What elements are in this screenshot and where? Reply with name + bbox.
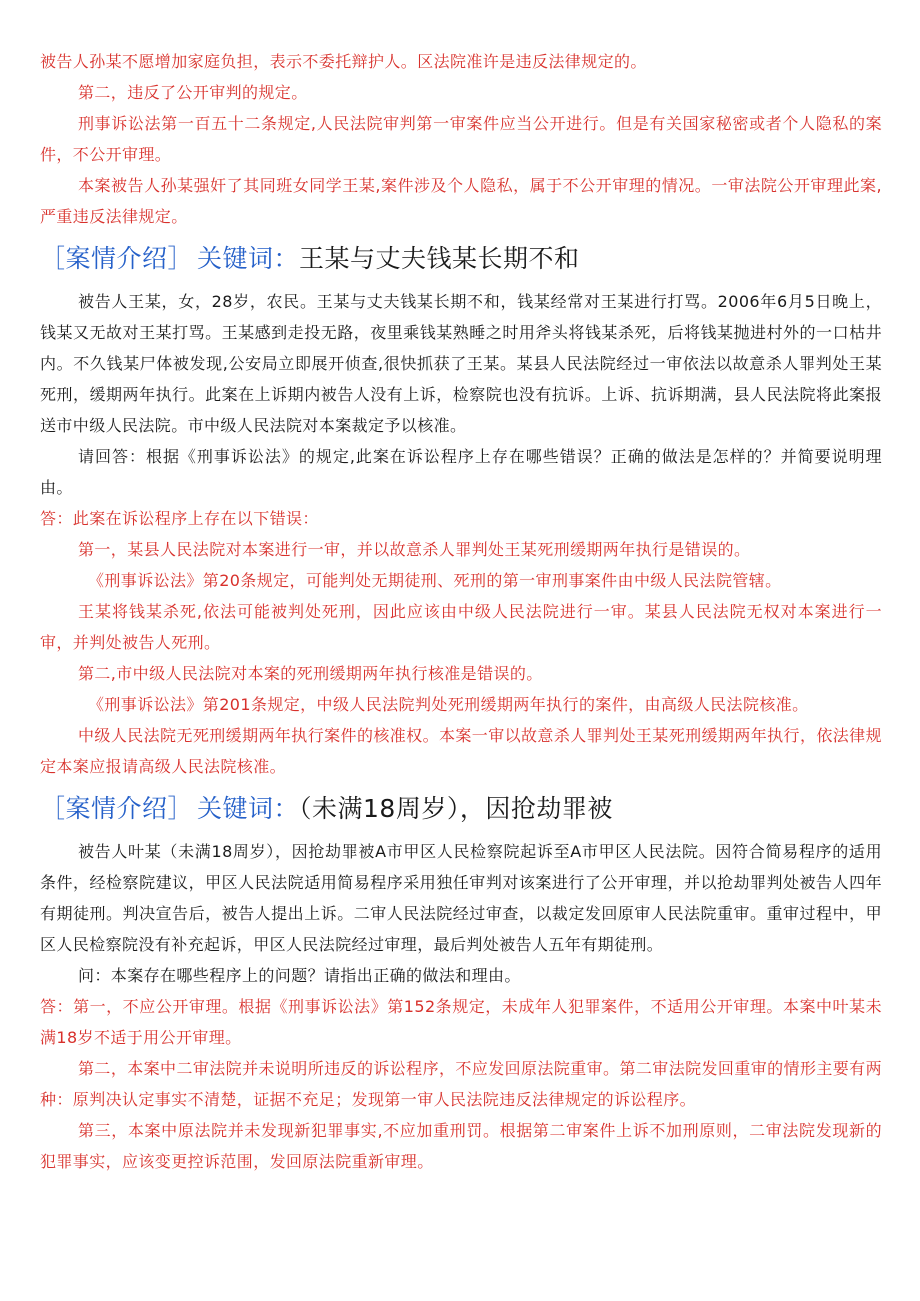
answer-point: 答：第一，不应公开审理。根据《刑事诉讼法》第152条规定，未成年人犯罪案件，不适用公开审理。本案中叶某未满18岁不适于用公开审理。 xyxy=(40,997,882,1047)
keyword-text: 王某与丈夫钱某长期不和 xyxy=(299,244,580,273)
answer-paragraph: 被告人孙某不愿增加家庭负担，表示不委托辩护人。区法院准许是违反法律规定的。 xyxy=(40,52,647,71)
answer-paragraph: 第二，违反了公开审判的规定。 xyxy=(78,83,308,102)
case-question: 请回答：根据《刑事诉讼法》的规定,此案在诉讼程序上存在哪些错误？正确的做法是怎样的？并简要说明理由。 xyxy=(40,447,882,497)
answer-point: 第二,市中级人民法院对本案的死刑缓期两年执行核准是错误的。 xyxy=(78,664,543,683)
answer-reason: 王某将钱某杀死,依法可能被判处死刑，因此应该由中级人民法院进行一审。某县人民法院无权对本案进行一审，并判处被告人死刑。 xyxy=(40,602,882,652)
case-facts: 被告人叶某（未满18周岁），因抢劫罪被A市甲区人民检察院起诉至A市甲区人民法院。因符合简易程序的适用条件，经检察院建议，甲区人民法院适用简易程序采用独任审判对该案进行了公开审理，并以抢劫罪判处被告人四年有期徒刑。判决宣告后，被告人提出上诉。二审人民法院经过审查，以裁定发回原审人民法院重审。重审过程中，甲区人民检察院没有补充起诉，甲区人民法院经过审理，最后判处被告人五年有期徒刑。 xyxy=(40,842,882,954)
case-tag: ［案情介绍］ xyxy=(40,244,194,273)
keyword-text: （未满18周岁），因抢劫罪被 xyxy=(299,794,613,823)
case-question: 问：本案存在哪些程序上的问题？请指出正确的做法和理由。 xyxy=(78,966,521,985)
answer-intro: 答：此案在诉讼程序上存在以下错误： xyxy=(40,509,319,528)
answer-paragraph: 刑事诉讼法第一百五十二条规定,人民法院审判第一审案件应当公开进行。但是有关国家秘密或者个人隐私的案件，不公开审理。 xyxy=(40,114,882,164)
answer-paragraph: 本案被告人孙某强奸了其同班女同学王某,案件涉及个人隐私，属于不公开审理的情况。一审法院公开审理此案,严重违反法律规定。 xyxy=(40,176,882,226)
answer-law: 《刑事诉讼法》第20条规定，可能判处无期徒刑、死刑的第一审刑事案件由中级人民法院管辖。 xyxy=(88,571,782,590)
answer-point: 第三，本案中原法院并未发现新犯罪事实,不应加重刑罚。根据第二审案件上诉不加刑原则，二审法院发现新的犯罪事实，应该变更控诉范围，发回原法院重新审理。 xyxy=(40,1121,882,1171)
case-heading xyxy=(40,788,882,830)
answer-law: 《刑事诉讼法》第201条规定，中级人民法院判处死刑缓期两年执行的案件，由高级人民法院核准。 xyxy=(88,695,809,714)
case-facts: 被告人王某，女，28岁，农民。王某与丈夫钱某长期不和，钱某经常对王某进行打骂。2006年6月5日晚上，钱某又无故对王某打骂。王某感到走投无路，夜里乘钱某熟睡之时用斧头将钱某杀死，后将钱某抛进村外的一口枯井内。不久钱某尸体被发现,公安局立即展开侦查,很快抓获了王某。某县人民法院经过一审依法以故意杀人罪判处王某死刑，缓期两年执行。此案在上诉期内被告人没有上诉，检察院也没有抗诉。上诉、抗诉期满，县人民法院将此案报送市中级人民法院。市中级人民法院对本案裁定予以核准。 xyxy=(40,292,882,435)
answer-reason: 中级人民法院无死刑缓期两年执行案件的核准权。本案一审以故意杀人罪判处王某死刑缓期两年执行，依法律规定本案应报请高级人民法院核准。 xyxy=(40,726,882,776)
case-heading xyxy=(40,238,882,280)
keyword-label: 关键词： xyxy=(197,794,300,823)
answer-point: 第二，本案中二审法院并未说明所违反的诉讼程序，不应发回原法院重审。第二审法院发回重审的情形主要有两种：原判决认定事实不清楚，证据不充足；发现第一审人民法院违反法律规定的诉讼程序。 xyxy=(40,1059,882,1109)
answer-point: 第一，某县人民法院对本案进行一审，并以故意杀人罪判处王某死刑缓期两年执行是错误的。 xyxy=(78,540,751,559)
case-tag: ［案情介绍］ xyxy=(40,794,194,823)
keyword-label: 关键词： xyxy=(197,244,300,273)
